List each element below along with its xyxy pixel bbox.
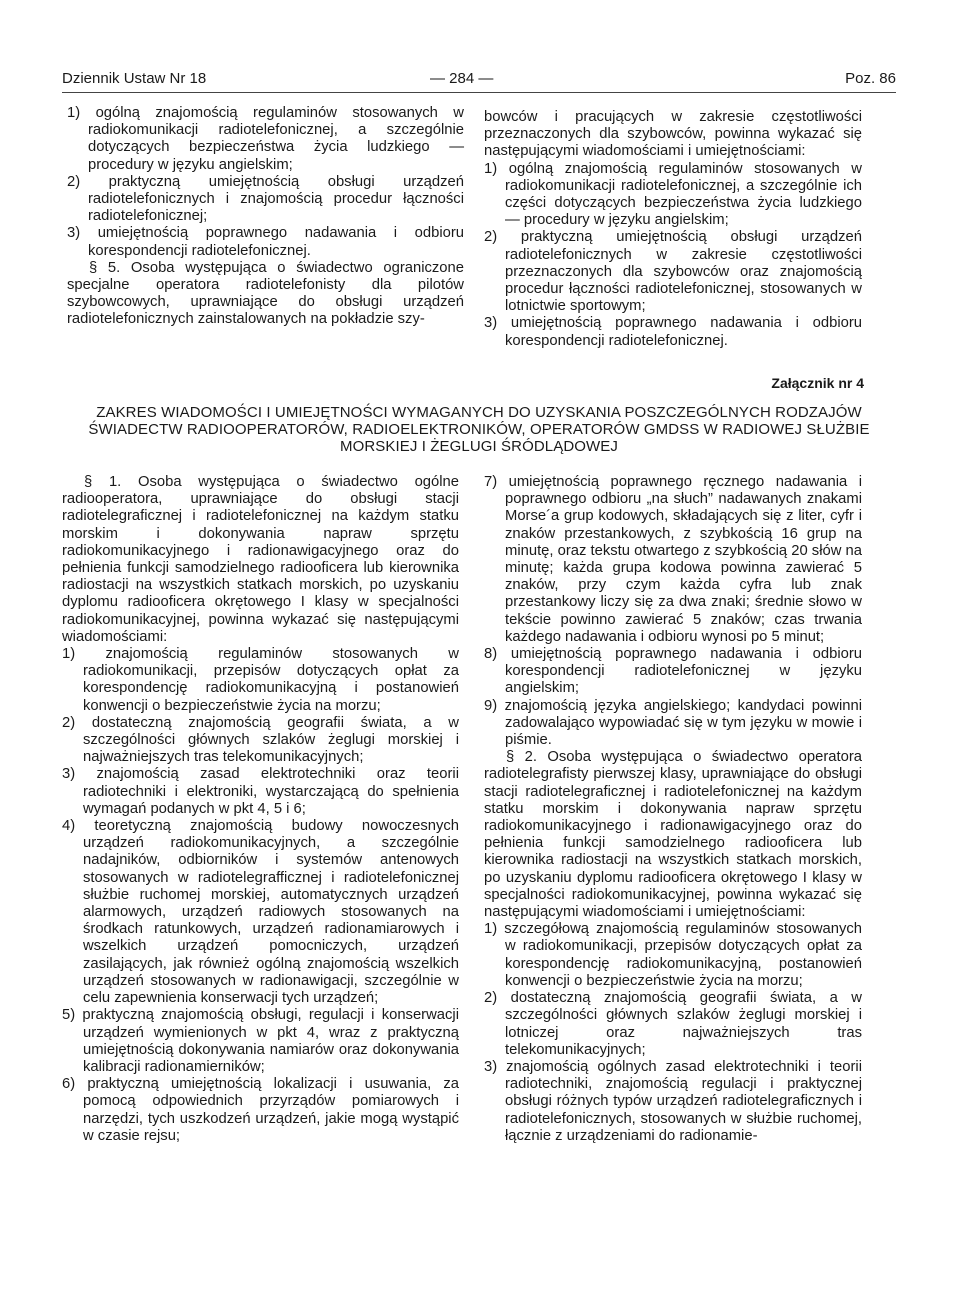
annex-label: Załącznik nr 4 bbox=[771, 375, 864, 391]
top-right-column bbox=[484, 109, 862, 350]
list-item: 8) umiejętnością poprawnego nadawania i odbioru korespondencji radiotelefonicznej w języku angielskim; bbox=[484, 646, 862, 697]
list-item: 2) praktyczną umiejętnością obsługi urządzeń radiotelefonicznych i znajomością procedur łączności radiotelefonicznej; bbox=[67, 173, 464, 225]
bottom-right-column bbox=[484, 474, 862, 1145]
paragraph: § 2. Osoba występująca o świadectwo operatora radiotelegrafisty pierwszej klasy, uprawniające do obsługi stacji radiotelegraficznej i radiotelefonicznej na każdym statku morskim i dokonywania napraw sprzętu radiokomunikacyjnego i radionawigacyjnego oraz do pełnienia funkcji samodzielnego radiooficera lub kierownika radiostacji na wszystkich statkach morskich, po uzyskaniu dyplomu radiooficera okrętowego I klasy w specjalności radiokomunikacyjnej, powinna wykazać się następującymi wiadomościami i umiejętnościami: bbox=[484, 749, 862, 921]
list-item: 7) umiejętnością poprawnego ręcznego nadawania i poprawnego odbioru „na słuch” nadawanych znakami Morse´a grup kodowych, składających się z liter, cyfr i znaków przestankowych, z szybkością 16 grup na minutę, oraz tekstu otwartego z szybkością 20 słów na minutę; każda grupa kodowa powinna zawierać 5 znaków, przy czym każda cyfra lub znak przestankowy liczy się za dwa znaki; średnie słowo w tekście powinno zawierać 5 znaków; czas trwania każdego nadawania i odbioru wynosi po 5 minut; bbox=[484, 474, 862, 645]
list-item: 1) znajomością regulaminów stosowanych w radiokomunikacji, przepisów dotyczących opłat za korespondencję radiokomunikacyjną i postanowień konwencji o bezpieczeństwie życia na morzu; bbox=[62, 646, 459, 714]
list-item: 3) umiejętnością poprawnego nadawania i odbioru korespondencji radiotelefonicznej. bbox=[67, 225, 464, 259]
paragraph: bowców i pracujących w zakresie częstotliwości przeznaczonych dla szybowców, powinna wykazać się następującymi wiadomościami i umiejętnościami: bbox=[484, 109, 862, 160]
paragraph: § 1. Osoba występująca o świadectwo ogólne radiooperatora, uprawniające do obsługi stacji radiotelegraficznej i radiotelefonicznej na każdym statku morskim i dokonywania napraw sprzętu radiokomunikacyjnego i radionawigacyjnego oraz do pełnienia funkcji samodzielnego radiooficera lub kierownika radiostacji na wszystkich statkach morskich, po uzyskaniu dyplomu radiooficera okrętowego I klasy w specjalności radiokomunikacyjnej, powinna wykazać się następującymi wiadomościami: bbox=[62, 474, 459, 645]
list-item: 3) znajomością zasad elektrotechniki oraz teorii radiotechniki i elektroniki, wystarczającą do spełnienia wymagań podanych w pkt 4, 5 i 6; bbox=[62, 766, 459, 817]
page-header bbox=[62, 69, 896, 91]
title-line: ZAKRES WIADOMOŚCI I UMIEJĘTNOŚCI WYMAGANYCH DO UZYSKANIA POSZCZEGÓLNYCH RODZAJÓW bbox=[96, 404, 862, 421]
list-item: 2) dostateczną znajomością geografii świata, a w szczególności głównych szlaków żeglugi morskiej i najważniejszych tras telekomunikacyjnych; bbox=[62, 714, 459, 766]
position-number: Poz. 86 bbox=[845, 70, 896, 87]
journal-name: Dziennik Ustaw Nr 18 bbox=[62, 70, 207, 87]
title-line: MORSKIEJ I ŻEGLUGI ŚRÓDLĄDOWEJ bbox=[339, 438, 619, 455]
list-item: 1) szczegółową znajomością regulaminów stosowanych w radiokomunikacji, przepisów dotyczących opłat za korespondencję radiokomunikacyjną, postanowień konwencji o bezpieczeństwie życia na morzu; bbox=[484, 921, 862, 989]
top-left-column bbox=[67, 105, 464, 329]
header-rule bbox=[62, 92, 896, 93]
list-item: 5) praktyczną znajomością obsługi, regulacji i konserwacji urządzeń wymienionych w pkt 4, wraz z praktyczną umiejętnością dokonywania namiarów oraz dokonywania kalibracji radionamierników; bbox=[62, 1007, 459, 1075]
list-item: 6) praktyczną umiejętnością lokalizacji i usuwania, za pomocą odpowiednich przyrządów pomiarowych i narzędzi, tych uszkodzeń urządzeń, jakie mogą wystąpić w czasie rejsu; bbox=[62, 1076, 459, 1144]
page-number: — 284 — bbox=[430, 70, 494, 87]
list-item: 9) znajomością języka angielskiego; kandydaci powinni zadowalająco wypowiadać się w tym języku w mowie i piśmie. bbox=[484, 697, 862, 749]
list-item: 1) ogólną znajomością regulaminów stosowanych w radiokomunikacji radiotelefonicznej, a szczególnie dotyczących bezpieczeństwa życia ludzkiego — procedury w języku angielskim; bbox=[67, 105, 464, 173]
list-item: 2) dostateczną znajomością geografii świata, a w szczególności głównych szlaków żeglugi morskiej i lotniczej oraz najważniejszych tras telekomunikacyjnych; bbox=[484, 990, 862, 1058]
list-item: 4) teoretyczną znajomością budowy nowoczesnych urządzeń radiokomunikacyjnych, a szczególnie nadajników, odbiorników i systemów antenowych stosowanych w radiotelegrafficznej i radiotelefonicznej służbie ruchomej morskiej, automatycznych urządzeń alarmowych, urządzeń radiowych stosowanych na środkach ratunkowych, urządzeń radionamiarowych i wszelkich urządzeń pomocniczych, urządzeń zasilających, jak również ogólną znajomością wszelkich urządzeń stosowanych w radionawigacji, szczególnie w celu zapewnienia konserwacji tych urządzeń; bbox=[62, 818, 459, 1007]
paragraph: § 5. Osoba występująca o świadectwo ograniczone specjalne operatora radiotelefonisty dla pilotów szybowcowych, uprawniające do obsługi urządzeń radiotelefonicznych zainstalowanych na pokładzie szy- bbox=[67, 259, 464, 328]
bottom-left-column bbox=[62, 474, 459, 1145]
list-item: 3) znajomością ogólnych zasad elektrotechniki i teorii radiotechniki, znajomością regulacji i praktycznej obsługi różnych typów urządzeń radiotelegraficznych i radiotelefonicznych, stosowanych w służbie ruchomej, łącznie z urządzeniami do radionamie- bbox=[484, 1058, 862, 1144]
list-item: 3) umiejętnością poprawnego nadawania i odbioru korespondencji radiotelefonicznej. bbox=[484, 315, 862, 349]
list-item: 2) praktyczną umiejętnością obsługi urządzeń radiotelefonicznych w zakresie częstotliwości przeznaczonych dla szybowców oraz znajomością procedur łączności radiotelefonicznej, stosowanych w lotnictwie sportowym; bbox=[484, 229, 862, 315]
title-line: ŚWIADECTW RADIOOPERATORÓW, RADIOELEKTRONIKÓW, OPERATORÓW GMDSS W RADIOWEJ SŁUŻBIE bbox=[88, 421, 870, 438]
list-item: 1) ogólną znajomością regulaminów stosowanych w radiokomunikacji radiotelefonicznej, a szczególnie ich części dotyczących bezpieczeństwa życia ludzkiego — procedury w języku angielskim; bbox=[484, 160, 862, 229]
section-title bbox=[62, 404, 896, 455]
